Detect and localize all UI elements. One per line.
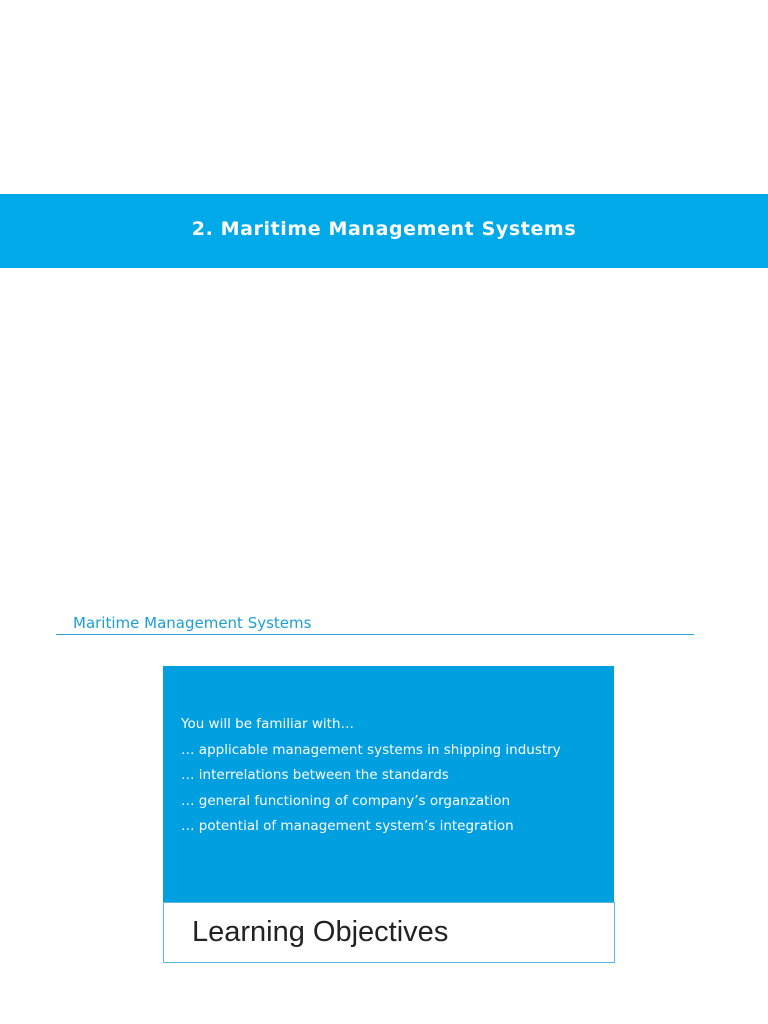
chapter-title: 2. Maritime Management Systems bbox=[191, 218, 577, 240]
section-divider bbox=[56, 634, 694, 635]
learning-objectives-card bbox=[163, 666, 614, 902]
objective-item: … interrelations between the standards bbox=[181, 767, 449, 783]
objective-item: … applicable management systems in shipping industry bbox=[181, 741, 561, 758]
section-heading: Maritime Management Systems bbox=[73, 614, 312, 632]
learning-objectives-label: Learning Objectives bbox=[192, 916, 449, 948]
objective-item: … general functioning of company’s organzation bbox=[181, 792, 511, 809]
chapter-banner bbox=[0, 194, 768, 268]
objective-item: … potential of management system’s integration bbox=[181, 818, 514, 834]
objectives-list bbox=[181, 712, 561, 840]
learning-objectives-label-box bbox=[163, 902, 615, 963]
objectives-intro: You will be familiar with… bbox=[181, 716, 354, 732]
